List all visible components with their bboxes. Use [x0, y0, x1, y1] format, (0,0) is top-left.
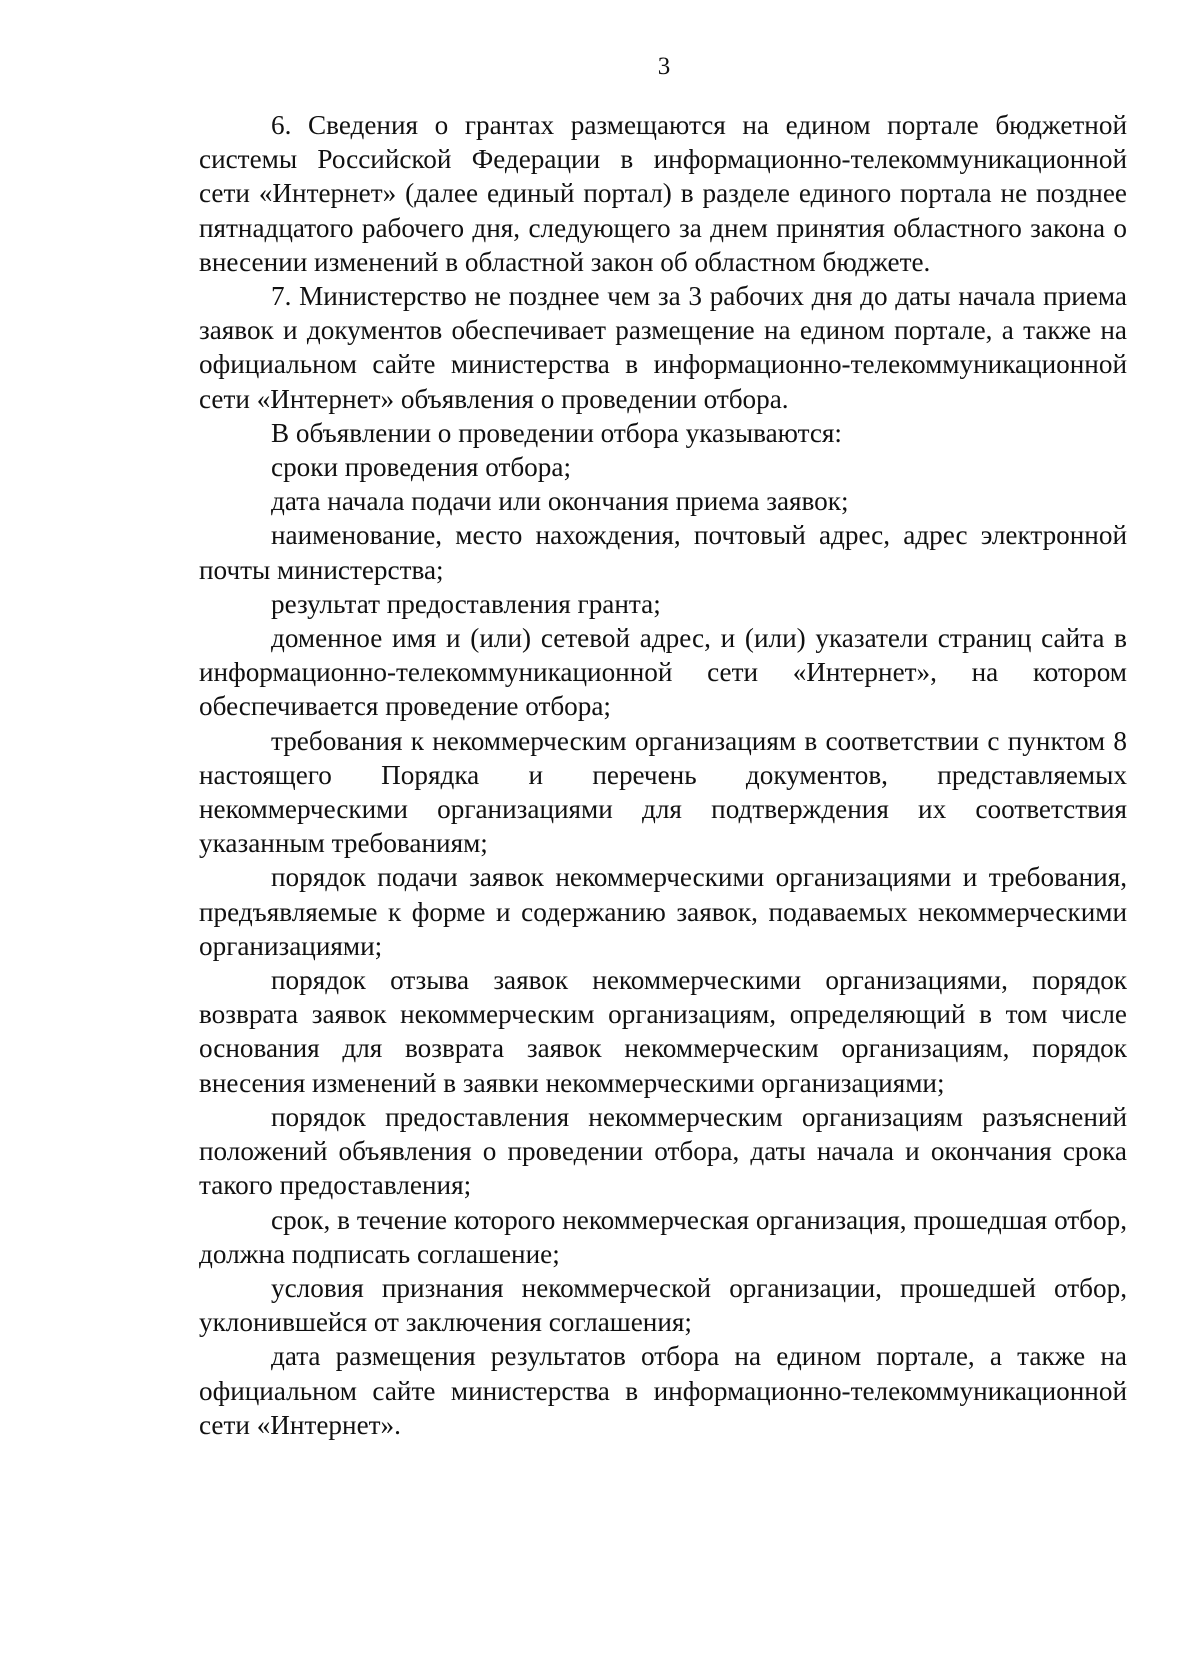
list-item-agreement-deadline: срок, в течение которого некоммерческая организация, прошедшая отбор, должна подписать соглашение; — [199, 1204, 1127, 1269]
list-item-website-address: доменное имя и (или) сетевой адрес, и (или) указатели страниц сайта в информационно-телекоммуникационной сети «Интернет», на котором обеспечивается проведение отбора; — [199, 623, 1127, 722]
document-body — [199, 108, 1127, 1442]
page-number: 3 — [657, 53, 671, 80]
paragraph-announcement-intro: В объявлении о проведении отбора указываются: — [271, 417, 842, 448]
paragraph-6-grants-info: 6. Сведения о грантах размещаются на едином портале бюджетной системы Российской Федерации в информационно-телекоммуникационной сети «Интернет» (далее единый портал) в разделе единого портала не позднее пятнадцатого рабочего дня, следующего за днем принятия областного закона о внесении изменений в областной закон об областном бюджете. — [199, 110, 1127, 277]
list-item-requirements: требования к некоммерческим организациям в соответствии с пунктом 8 настоящего Порядка и перечень документов, представляемых некоммерческими организациями для подтверждения их соответствия указанным требованиям; — [199, 725, 1127, 859]
list-item-submission-procedure: порядок подачи заявок некоммерческими организациями и требования, предъявляемые к форме и содержанию заявок, подаваемых некоммерческими организациями; — [199, 862, 1127, 961]
list-item-withdrawal-procedure: порядок отзыва заявок некоммерческими организациями, порядок возврата заявок некоммерческим организациям, определяющий в том числе основания для возврата заявок некоммерческим организациям, порядок внесения изменений в заявки некоммерческими организациями; — [199, 965, 1127, 1098]
list-item-evasion-conditions: условия признания некоммерческой организации, прошедшей отбор, уклонившейся от заключения соглашения; — [199, 1272, 1127, 1338]
list-item-clarifications: порядок предоставления некоммерческим организациям разъяснений положений объявления о проведении отбора, даты начала и окончания срока такого предоставления; — [199, 1101, 1127, 1201]
list-item-ministry-contacts: наименование, место нахождения, почтовый адрес, адрес электронной почты министерства; — [199, 520, 1127, 585]
list-item-grant-result: результат предоставления гранта; — [271, 588, 661, 619]
list-item-application-dates: дата начала подачи или окончания приема заявок; — [271, 486, 849, 517]
paragraph-7-announcement: 7. Министерство не позднее чем за 3 рабочих дня до даты начала приема заявок и документов обеспечивает размещение на едином портале, а также на официальном сайте министерства в информационно-телекоммуникационной сети «Интернет» объявления о проведении отбора. — [199, 281, 1127, 414]
list-item-results-publication: дата размещения результатов отбора на едином портале, а также на официальном сайте министерства в информационно-телекоммуникационной сети «Интернет». — [199, 1341, 1127, 1440]
list-item-selection-terms: сроки проведения отбора; — [271, 452, 571, 483]
